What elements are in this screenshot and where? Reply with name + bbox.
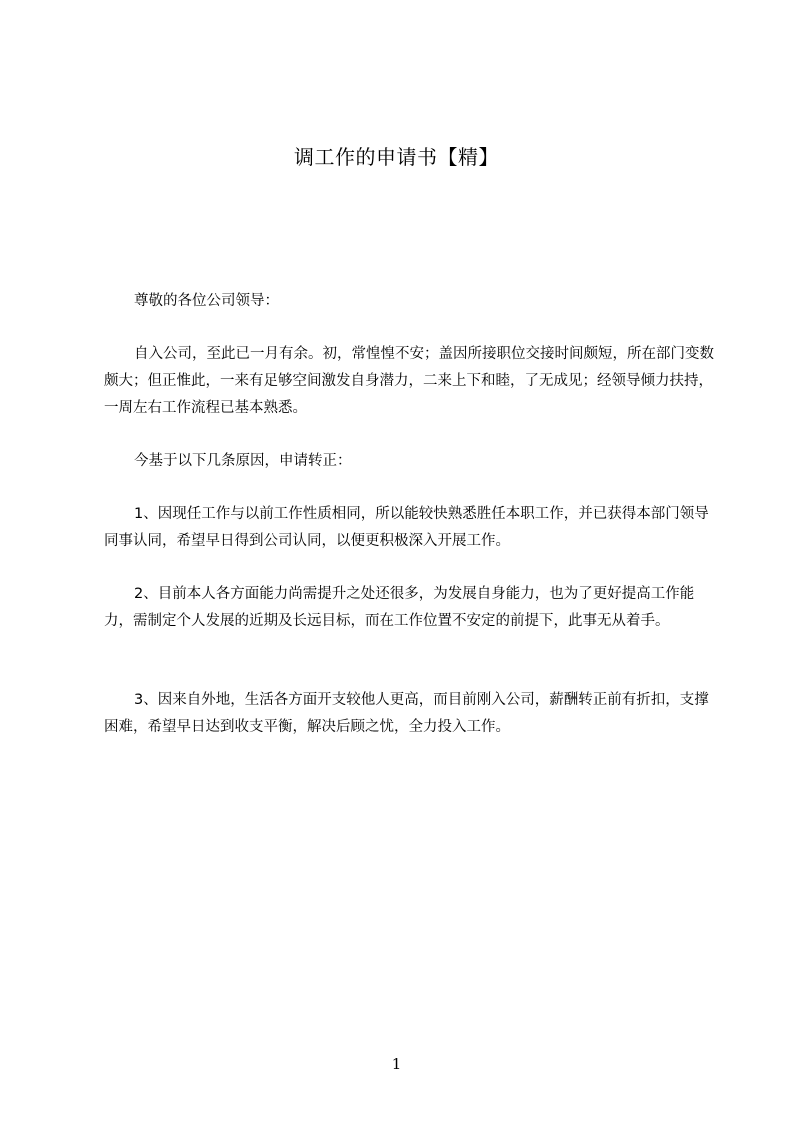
paragraph-reason-2: 2、目前本人各方面能力尚需提升之处还很多，为发展自身能力，也为了更好提高工作能力，需制定个人发展的近期及长远目标，而在工作位置不安定的前提下，此事无从着手。 — [104, 586, 695, 629]
paragraph-reason-1: 1、因现任工作与以前工作性质相同，所以能较快熟悉胜任本职工作，并已获得本部门领导同事认同，希望早日得到公司认同，以便更积极深入开展工作。 — [104, 506, 709, 549]
document-title: 调工作的申请书【精】 — [294, 145, 499, 169]
paragraph-reasons-heading: 今基于以下几条原因，申请转正： — [134, 453, 352, 469]
greeting-line: 尊敬的各位公司领导： — [134, 293, 279, 309]
paragraph-intro: 自入公司，至此已一月有余。初，常惶惶不安；盖因所接职位交接时间颇短，所在部门变数颇大；但正惟此，一来有足够空间激发自身潜力，二来上下和睦，了无成见；经领导倾力扶持，一周左右工作流程已基本熟悉。 — [104, 346, 714, 416]
page-number: 1 — [391, 1055, 402, 1073]
paragraph-reason-3: 3、因来自外地，生活各方面开支较他人更高，而目前刚入公司，薪酬转正前有折扣，支撑困难，希望早日达到收支平衡，解决后顾之忧，全力投入工作。 — [104, 692, 709, 735]
